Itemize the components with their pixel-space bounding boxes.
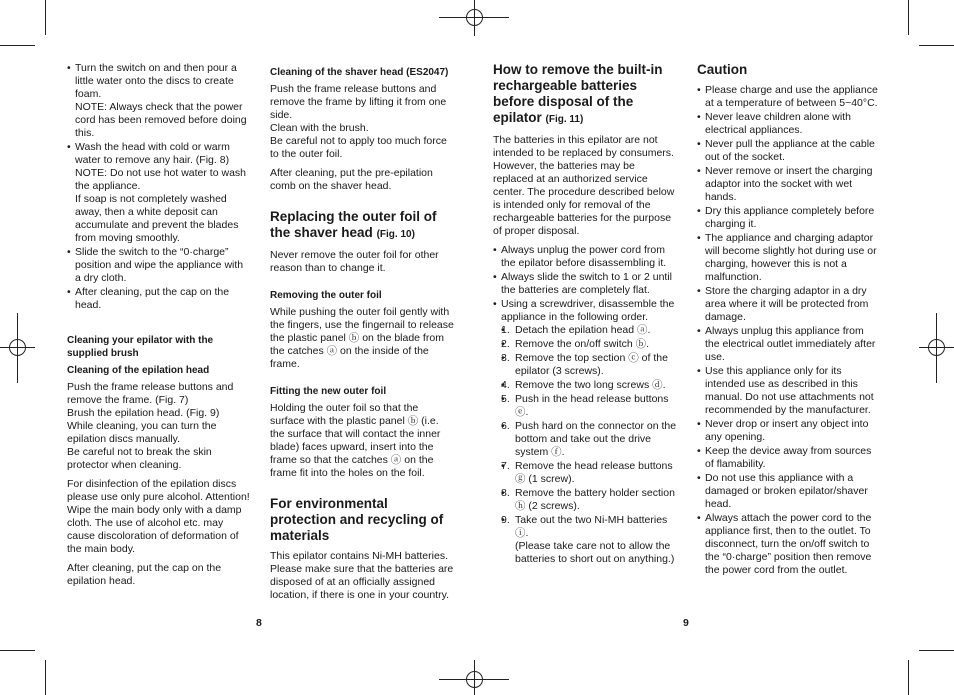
paragraph: For disinfection of the epilation discs please use only pure alcohol. Attention! Wipe the main body only with a damp cloth. The use of alcohol etc. may cause discoloration of deformation of the main body. (67, 478, 250, 555)
list-item: • Never pull the appliance at the cable out of the socket. (697, 138, 881, 164)
battery-warnings-list (493, 244, 677, 566)
list-item: • Dry this appliance completely before charging it. (697, 205, 881, 231)
list-item: • Always unplug the power cord from the epilator before disassembling it. (493, 244, 677, 270)
list-item: • Wash the head with cold or warm water to remove any hair. (Fig. 8) NOTE: Do not use hot water to wash the appliance. If soap is not completely washed away, then a white deposit can accumulate and prevent the blades from moving smoothly. (67, 141, 251, 245)
disassembly-steps (501, 324, 677, 566)
paragraph: The batteries in this epilator are not intended to be replaced by consumers. However, the batteries may be replaced at an authorized service center. The procedure described below is intended only for removal of the rechargeable batteries for the purpose of proper disposal. (493, 134, 675, 237)
step-item: • 9. Take out the two Ni-MH batteries ⓘ. (Please take care not to allow the batteries to short out on anything.) (501, 514, 677, 566)
column-battery-removal (493, 62, 677, 572)
step-item: • 4. Remove the two long screws ⓓ. (501, 379, 677, 392)
paragraph: Holding the outer foil so that the surface with the plastic panel ⓑ (i.e. the surface that will contact the inner blade) faces upward, insert into the frame so that the catches ⓐ on the frame fit into the holes on the foil. (270, 402, 441, 479)
paragraph: Push the frame release buttons and remove the frame by lifting it from one side. Clean with the brush. Be careful not to apply too much force to the outer foil. (270, 83, 447, 160)
column-shaver-head (270, 66, 454, 608)
page-number-right: 9 (683, 617, 689, 629)
paragraph: Push the frame release buttons and remove the frame. (Fig. 7) Brush the epilation head. (Fig. 9) While cleaning, you can turn the epilation discs manually. Be careful not to break the skin protector when cleaning. (67, 381, 234, 471)
cleaning-steps-list (67, 62, 251, 312)
step-item: • 5. Push in the head release buttons ⓔ. (501, 393, 677, 419)
paragraph: While pushing the outer foil gently with the fingers, use the fingernail to release the plastic panel ⓑ on the blade from the catches ⓐ on the inside of the frame. (270, 306, 454, 370)
step-item: • 3. Remove the top section ⓒ of the epilator (3 screws). (501, 352, 677, 378)
section-title: Replacing the outer foil of the shaver head (Fig. 10) (270, 209, 437, 240)
column-caution (697, 62, 881, 583)
list-item: • Never drop or insert any object into any opening. (697, 418, 881, 444)
paragraph: After cleaning, put the cap on the epilation head. (67, 562, 222, 587)
step-item: • 6. Push hard on the connector on the bottom and take out the drive system ⓕ. (501, 420, 677, 459)
list-item: • Do not use this appliance with a damaged or broken epilator/shaver head. (697, 472, 881, 511)
list-item: • Please charge and use the appliance at a temperature of between 5~40°C. (697, 84, 881, 110)
section-heading: Fitting the new outer foil (270, 386, 387, 397)
list-item: • Always unplug this appliance from the electrical outlet immediately after use. (697, 325, 881, 364)
caution-heading: Caution (697, 62, 748, 77)
column-cleaning-epilator (67, 62, 251, 594)
section-heading: Cleaning your epilator with the supplied brush (67, 335, 214, 359)
list-item: • Always slide the switch to 1 or 2 until the batteries are completely flat. (493, 271, 677, 297)
list-item: • Never remove or insert the charging adaptor into the socket with wet hands. (697, 165, 881, 204)
list-item: • Use this appliance only for its intended use as described in this manual. Do not use attachments not recommended by the manufacturer. (697, 365, 881, 417)
step-item: • 8. Remove the battery holder section ⓗ (2 screws). (501, 487, 677, 513)
section-heading: Cleaning of the shaver head (ES2047) (270, 67, 449, 78)
list-item: • Turn the switch on and then pour a little water onto the discs to create foam. NOTE: Always check that the power cord has been removed before doing this. (67, 62, 251, 140)
list-item: • Never leave children alone with electrical appliances. (697, 111, 881, 137)
paragraph: After cleaning, put the pre-epilation comb on the shaver head. (270, 167, 433, 192)
paragraph: Never remove the outer foil for other reason than to change it. (270, 249, 439, 274)
section-heading: Removing the outer foil (270, 290, 382, 301)
list-item: • Always attach the power cord to the appliance first, then to the outlet. To disconnect, turn the on/off switch to the “0·charge” position then remove the power cord from the outlet. (697, 512, 881, 577)
section-title: How to remove the built-in rechargeable batteries before disposal of the epilator (Fig. 11) (493, 62, 663, 125)
section-title: For environmental protection and recycling of materials (270, 496, 444, 543)
step-item: • 7. Remove the head release buttons ⓖ (1 screw). (501, 460, 677, 486)
caution-list (697, 84, 881, 577)
list-item: • The appliance and charging adaptor will become slightly hot during use or charging, however this is not a malfunction. (697, 232, 881, 284)
section-heading: Cleaning of the epilation head (67, 365, 210, 376)
list-item: • Store the charging adaptor in a dry area where it will be protected from damage. (697, 285, 881, 324)
paragraph: This epilator contains Ni-MH batteries. Please make sure that the batteries are disposed of at an officially assigned location, if there is one in your country. (270, 550, 454, 601)
list-item: • Slide the switch to the “0·charge” position and wipe the appliance with a dry cloth. (67, 246, 251, 285)
list-item: • Using a screwdriver, disassemble the appliance in the following order. • 1. Detach the epilation head ⓐ. • 2. Remove the on/off switch ⓑ. • 3. Remove the top section ⓒ of the epilator (3 screws). • 4. Remove the two long screws ⓓ. • 5. Push in the head release buttons ⓔ. • 6. Push hard on the connector on the bottom and take out the drive system ⓕ. • 7. Remove the head release buttons ⓖ (1 screw). • 8. Remove the battery holder section ⓗ (2 screws). • 9. Take out the two Ni-MH batteries ⓘ. (Please take care not to allow the batteries to short out on anything.) (493, 298, 677, 566)
step-item: • 1. Detach the epilation head ⓐ. (501, 324, 677, 337)
list-item: • Keep the device away from sources of flamability. (697, 445, 881, 471)
step-item: • 2. Remove the on/off switch ⓑ. (501, 338, 677, 351)
list-item: • After cleaning, put the cap on the head. (67, 286, 251, 312)
page-number-left: 8 (256, 617, 262, 629)
